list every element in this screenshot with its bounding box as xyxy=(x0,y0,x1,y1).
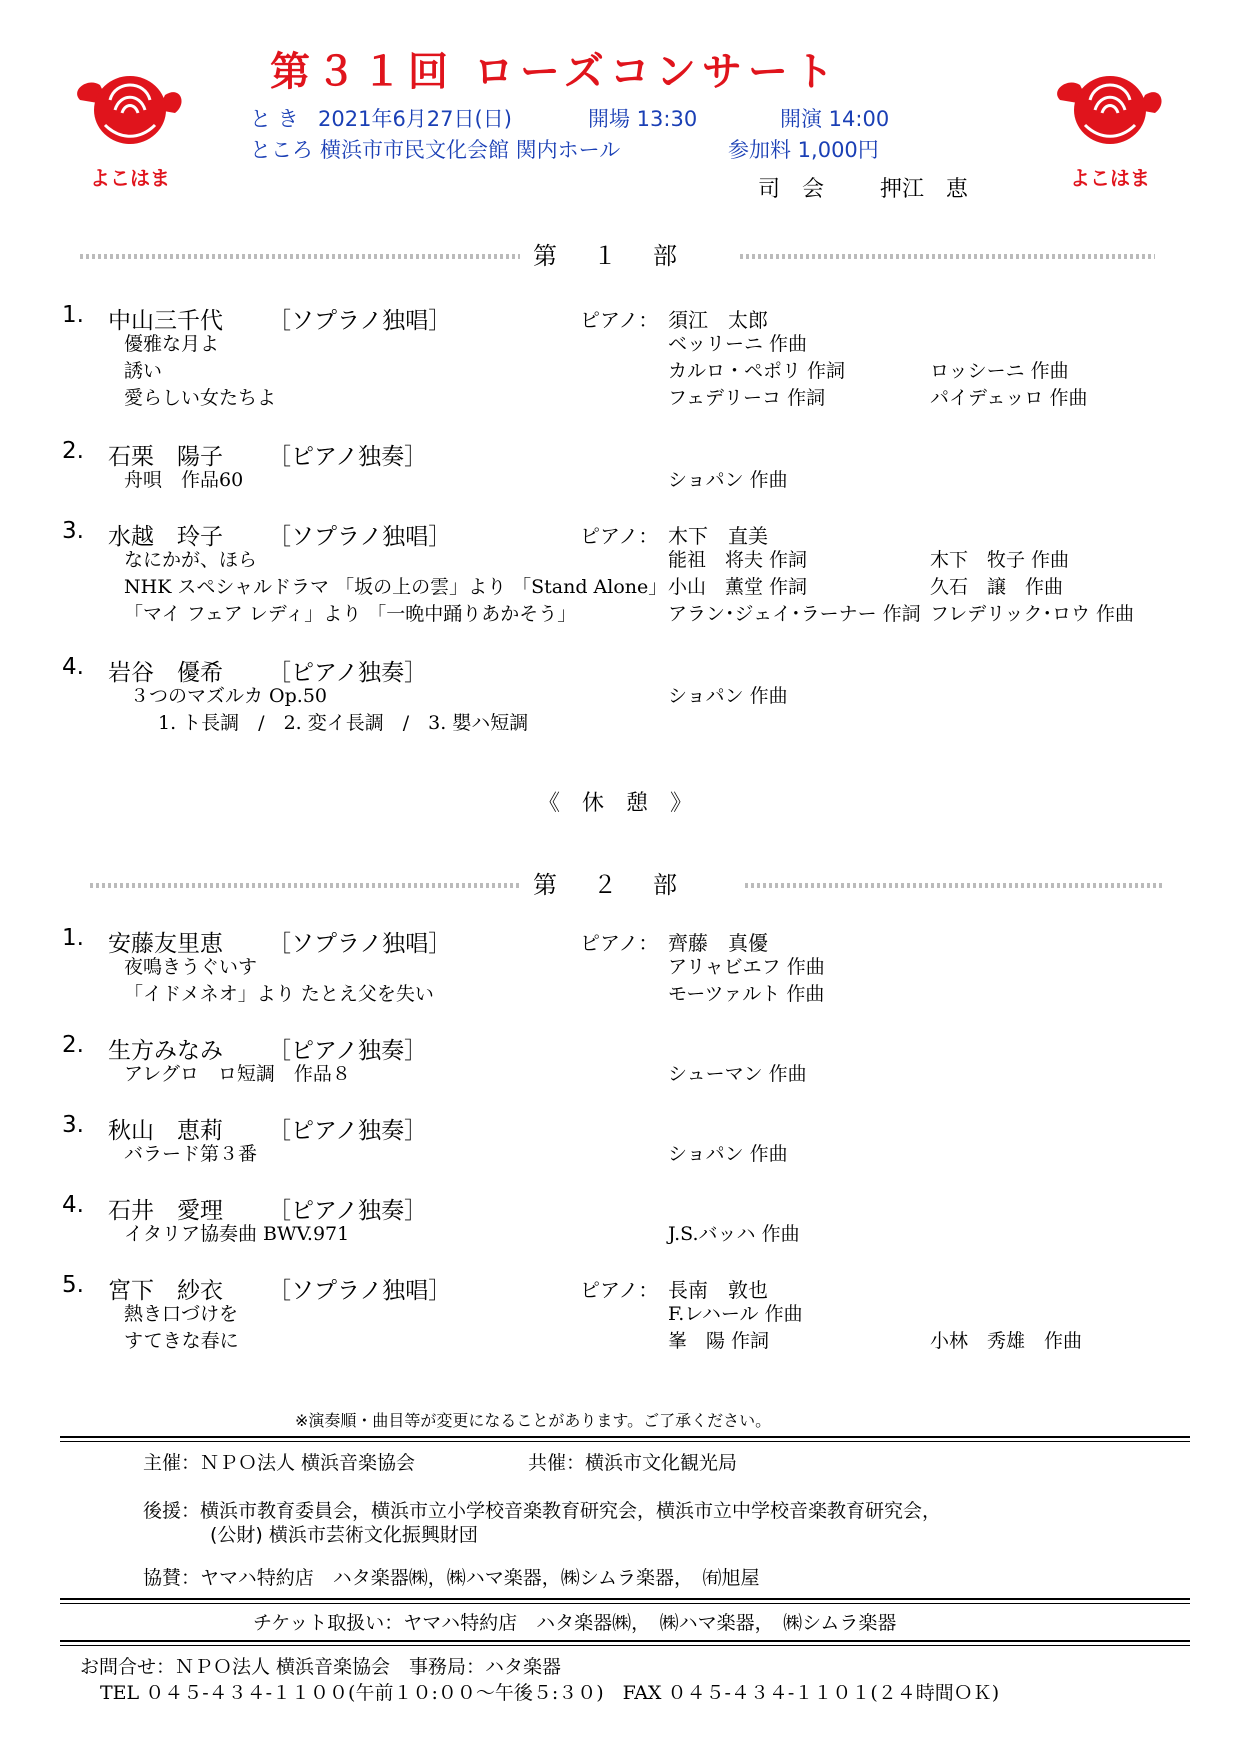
cohost: 共催：横浜市文化観光局 xyxy=(528,1452,738,1474)
piece-title: 舟唄 作品60 xyxy=(124,469,244,491)
performer-name: 石井 愛理 xyxy=(108,1198,223,1224)
part1-divider-right xyxy=(740,254,1155,259)
program-number: 4. xyxy=(62,654,84,680)
performance-type: ［ソプラノ独唱］ xyxy=(268,524,452,550)
sponsor: 協賛：ヤマハ特約店 ハタ楽器㈱，㈱ハマ楽器，㈱シムラ楽器， ㈲旭屋 xyxy=(143,1567,760,1589)
piece-credit: F.レハール 作曲 xyxy=(668,1303,803,1325)
piece-title: NHK スペシャルドラマ 「坂の上の雲」より 「Stand Alone」 xyxy=(124,576,668,598)
part2-title: 第 ２ 部 xyxy=(533,871,683,899)
start-time: 開演 14:00 xyxy=(780,107,890,131)
piece-credit: ショパン 作曲 xyxy=(668,1143,788,1165)
piece-title: 夜鳴きうぐいす xyxy=(124,956,258,978)
logo-text-left: よこはま xyxy=(90,166,170,190)
part1-header xyxy=(0,236,1240,276)
rose-logo-right-icon xyxy=(1050,55,1170,175)
piece-credit: カルロ・ペポリ 作詞 xyxy=(668,360,846,382)
fee: 参加料 1,000円 xyxy=(728,138,879,162)
footer-divider-middle xyxy=(60,1598,1190,1604)
page-title: 第３１回 ローズコンサート xyxy=(270,49,840,95)
performer-name: 安藤友里恵 xyxy=(108,931,223,957)
piece-credit: モーツァルト 作曲 xyxy=(668,983,825,1005)
piano-label: ピアノ： xyxy=(580,308,659,332)
piece-credit: アリャビエフ 作曲 xyxy=(668,956,825,978)
piece-credit-secondary: ロッシーニ 作曲 xyxy=(930,360,1069,382)
piece-credit: ショパン 作曲 xyxy=(668,469,788,491)
piece-credit: ベッリーニ 作曲 xyxy=(668,333,808,355)
performance-type: ［ピアノ独奏］ xyxy=(268,1038,428,1064)
piece-title: 1. ト長調 / 2. 変イ長調 / 3. 嬰ハ短調 xyxy=(158,712,529,734)
piece-title: 優雅な月よ xyxy=(124,333,220,355)
support-line1: 後援：横浜市教育委員会，横浜市立小学校音楽教育研究会，横浜市立中学校音楽教育研究会， xyxy=(143,1500,942,1522)
piece-credit: 峯 陽 作詞 xyxy=(668,1330,770,1352)
performer-name: 岩谷 優希 xyxy=(108,660,223,686)
piece-title: バラード第３番 xyxy=(124,1143,258,1165)
piece-title: ３つのマズルカ Op.50 xyxy=(130,685,327,707)
part2-header xyxy=(0,865,1240,905)
performer-name: 宮下 紗衣 xyxy=(108,1278,223,1304)
when-label: と き xyxy=(250,107,299,131)
footer-divider-top xyxy=(60,1436,1190,1442)
performer-name: 中山三千代 xyxy=(108,308,223,334)
support-line2: (公財) 横浜市芸術文化振興財団 xyxy=(210,1524,478,1546)
piece-title: なにかが、ほら xyxy=(124,549,258,571)
intermission: 《 休 憩 》 xyxy=(538,791,693,816)
door-open-time: 開場 13:30 xyxy=(588,107,698,131)
performance-type: ［ソプラノ独唱］ xyxy=(268,308,452,334)
piece-title: 誘い xyxy=(124,360,163,382)
piece-credit-secondary: フレデリック･ロウ 作曲 xyxy=(930,603,1135,625)
piece-title: 熱き口づけを xyxy=(124,1303,239,1325)
pianist-name: 齊藤 真優 xyxy=(668,931,768,955)
program-number: 3. xyxy=(62,1112,84,1138)
pianist-name: 須江 太郎 xyxy=(668,308,768,332)
performance-type: ［ソプラノ独唱］ xyxy=(268,1278,452,1304)
program-number: 4. xyxy=(62,1192,84,1218)
piece-title: 「イドメネオ」より たとえ父を失い xyxy=(124,983,434,1005)
piece-credit-secondary: 久石 譲 作曲 xyxy=(930,576,1064,598)
piece-credit-secondary: 木下 牧子 作曲 xyxy=(930,549,1070,571)
piece-credit-secondary: 小林 秀雄 作曲 xyxy=(930,1330,1083,1352)
piece-credit: J.S.バッハ 作曲 xyxy=(668,1223,800,1245)
pianist-name: 長南 敦也 xyxy=(668,1278,768,1302)
program-number: 3. xyxy=(62,518,84,544)
piece-credit: 能祖 将夫 作詞 xyxy=(668,549,808,571)
concert-date: 2021年6月27日(日) xyxy=(318,107,512,131)
program-number: 2. xyxy=(62,438,84,464)
piano-label: ピアノ： xyxy=(580,931,659,955)
change-notice: ※演奏順・曲目等が変更になることがあります。ご了承ください。 xyxy=(295,1411,772,1430)
part2-divider-left xyxy=(90,883,520,888)
piece-credit: シューマン 作曲 xyxy=(668,1063,807,1085)
program-number: 1. xyxy=(62,925,84,951)
performer-name: 水越 玲子 xyxy=(108,524,223,550)
program-number: 1. xyxy=(62,302,84,328)
piece-credit-secondary: パイデェッロ 作曲 xyxy=(930,387,1088,409)
performance-type: ［ピアノ独奏］ xyxy=(268,660,428,686)
mc-name: 押江 恵 xyxy=(880,177,969,202)
piano-label: ピアノ： xyxy=(580,524,659,548)
performance-type: ［ソプラノ独唱］ xyxy=(268,931,452,957)
pianist-name: 木下 直美 xyxy=(668,524,768,548)
part1-divider-left xyxy=(80,254,520,259)
piece-credit: アラン･ジェイ･ラーナー 作詞 xyxy=(668,603,921,625)
piece-title: アレグロ ロ短調 作品８ xyxy=(124,1063,351,1085)
footer-divider-bottom xyxy=(60,1640,1190,1646)
mc-label: 司 会 xyxy=(758,177,825,202)
where-label: ところ xyxy=(250,138,313,162)
logo-text-right: よこはま xyxy=(1070,166,1150,190)
piece-title: 「マイ フェア レディ」より 「一晩中踊りあかそう」 xyxy=(124,603,577,625)
performance-type: ［ピアノ独奏］ xyxy=(268,1198,428,1224)
rose-logo-left-icon xyxy=(70,55,190,175)
part1-title: 第 １ 部 xyxy=(533,242,683,270)
piece-credit: フェデリーコ 作詞 xyxy=(668,387,826,409)
ticket-outlets: チケット取扱い：ヤマハ特約店 ハタ楽器㈱， ㈱ハマ楽器， ㈱シムラ楽器 xyxy=(253,1612,897,1634)
piece-title: イタリア協奏曲 BWV.971 xyxy=(124,1223,350,1245)
part2-divider-right xyxy=(745,883,1165,888)
performer-name: 秋山 恵莉 xyxy=(108,1118,223,1144)
piano-label: ピアノ： xyxy=(580,1278,659,1302)
piece-credit: 小山 薫堂 作詞 xyxy=(668,576,808,598)
performance-type: ［ピアノ独奏］ xyxy=(268,444,428,470)
program-number: 5. xyxy=(62,1272,84,1298)
piece-title: 愛らしい女たちよ xyxy=(124,387,277,409)
host: 主催：ＮＰＯ法人 横浜音楽協会 xyxy=(143,1452,416,1474)
contact: お問合せ：ＮＰＯ法人 横浜音楽協会 事務局：ハタ楽器 xyxy=(80,1656,562,1678)
performance-type: ［ピアノ独奏］ xyxy=(268,1118,428,1144)
venue: 横浜市市民文化会館 関内ホール xyxy=(320,138,621,162)
piece-title: すてきな春に xyxy=(124,1330,239,1352)
performer-name: 石栗 陽子 xyxy=(108,444,223,470)
phone-fax: TEL ０４５-４３４-１１００(午前１０:００～午後５:３０) FAX ０４５-４３４-１１０１(２４時間ＯＫ) xyxy=(100,1682,1000,1704)
program-number: 2. xyxy=(62,1032,84,1058)
performer-name: 生方みなみ xyxy=(108,1038,223,1064)
piece-credit: ショパン 作曲 xyxy=(668,685,788,707)
